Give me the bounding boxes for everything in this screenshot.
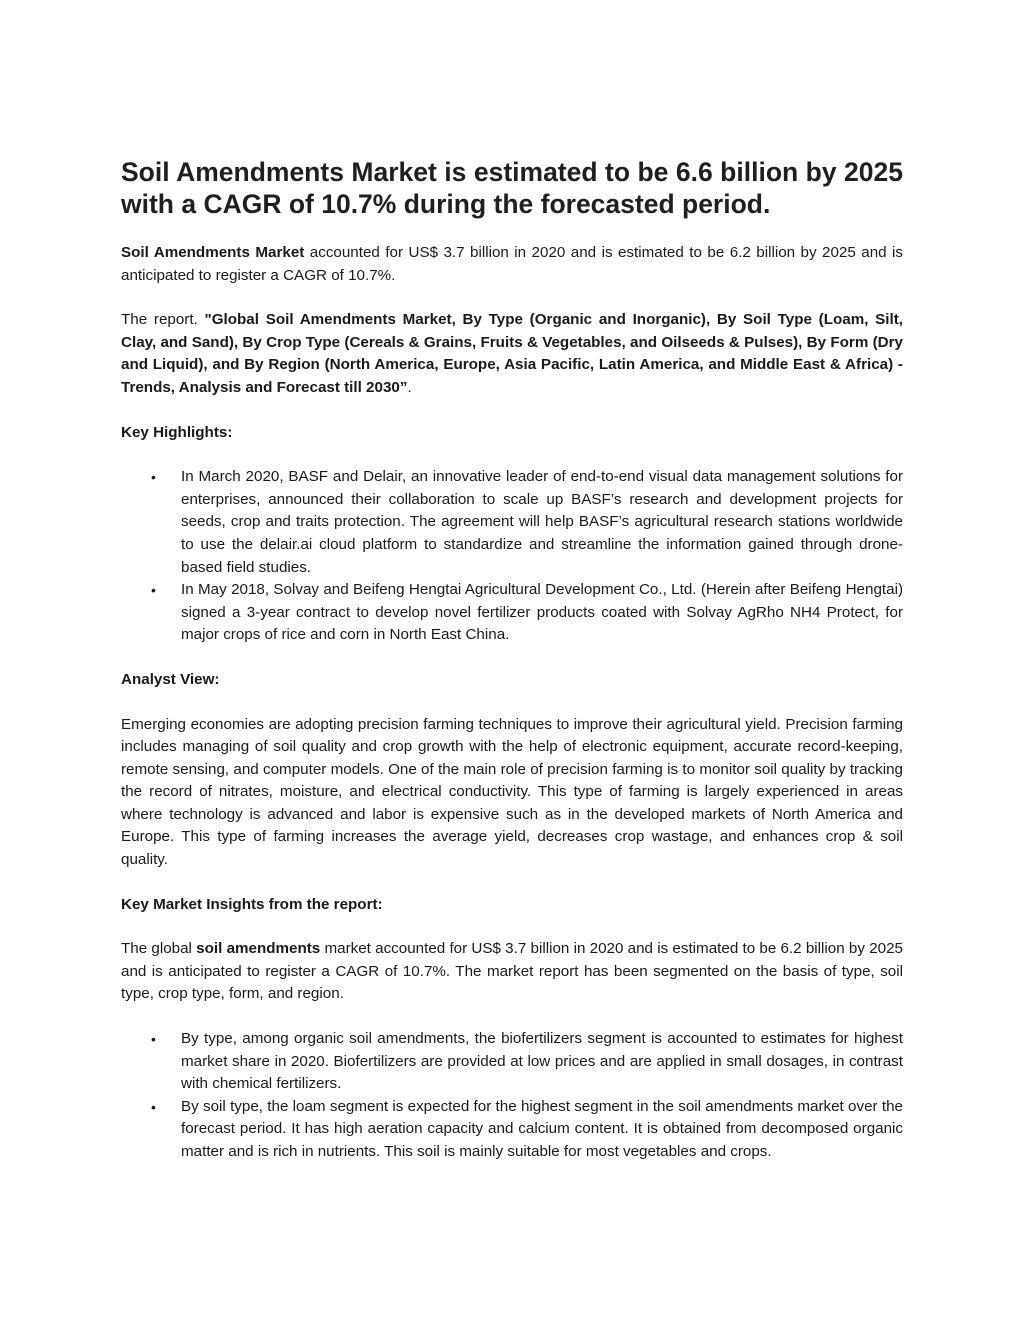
list-item-text: In March 2020, BASF and Delair, an innovative leader of end-to-end visual data management solutions for enterprises, announced their collaboration to scale up BASF’s research and development projects for seeds, crop and traits protection. The agreement will help BASF’s agricultural research stations worldwide to use the delair.ai cloud platform to standardize and streamline the information gained through drone-based field studies.: [181, 468, 903, 576]
list-item: [121, 1028, 903, 1096]
bullet-icon: •: [151, 582, 156, 599]
list-item-text: In May 2018, Solvay and Beifeng Hengtai Agricultural Development Co., Ltd. (Herein after Beifeng Hengtai) signed a 3-year contract to develop novel fertilizer products coated with Solvay AgRho NH4 Protect, for major crops of rice and corn in North East China.: [181, 581, 903, 644]
insights-prefix: The global: [121, 940, 197, 958]
key-insights-heading: Key Market Insights from the report:: [121, 895, 383, 913]
bullet-icon: •: [151, 1098, 156, 1115]
list-item: [121, 579, 903, 647]
insights-bold: soil amendments: [196, 940, 321, 958]
key-highlights-list: [121, 466, 903, 647]
bullet-icon: •: [151, 1031, 156, 1048]
analyst-view-heading: Analyst View:: [121, 670, 220, 688]
page-title: Soil Amendments Market is estimated to be 6.6 billion by 2025 with a CAGR of 10.7% during the forecasted period.: [121, 157, 903, 219]
list-item: [121, 466, 903, 579]
report-prefix: The report.: [121, 311, 205, 329]
list-item: [121, 1096, 903, 1164]
key-insights-list: [121, 1028, 903, 1164]
report-paragraph: [121, 309, 903, 399]
list-item-text: By type, among organic soil amendments, the biofertilizers segment is accounted to estimates for highest market share in 2020. Biofertilizers are provided at low prices and are applied in small dosages, in contrast with chemical fertilizers.: [181, 1030, 903, 1093]
key-highlights-heading: Key Highlights:: [121, 423, 233, 441]
bullet-icon: •: [151, 469, 156, 486]
intro-paragraph: [121, 242, 903, 287]
report-suffix: .: [407, 378, 412, 396]
analyst-view-paragraph: Emerging economies are adopting precision farming techniques to improve their agricultural yield. Precision farming includes managing of soil quality and crop growth with the help of electronic equipment, accurate record-keeping, remote sensing, and computer models. One of the main role of precision farming is to monitor soil quality by tracking the record of nitrates, moisture, and electrical conductivity. This type of farming is largely experienced in areas where technology is advanced and labor is expensive such as in the developed markets of North America and Europe. This type of farming increases the average yield, decreases crop wastage, and enhances crop & soil quality.: [121, 715, 903, 869]
intro-bold: Soil Amendments Market: [121, 244, 305, 261]
insights-paragraph: [121, 938, 903, 1006]
document-page: [121, 156, 903, 1186]
report-title: "Global Soil Amendments Market, By Type (Organic and Inorganic), By Soil Type (Loam, Silt, Clay, and Sand), By Crop Type (Cereals & Grains, Fruits & Vegetables, and Oilseeds & Pulses), By Form (Dry and Liquid), and By Region (North America, Europe, Asia Pacific, Latin America, and Middle East & Africa) - Trends, Analysis and Forecast till 2030”: [121, 311, 903, 396]
intro-text: accounted for US$ 3.7 billion in 2020 and is estimated to be 6.2 billion by 2025 and is anticipated to register a CAGR of 10.7%.: [121, 244, 903, 284]
list-item-text: By soil type, the loam segment is expected for the highest segment in the soil amendments market over the forecast period. It has high aeration capacity and calcium content. It is obtained from decomposed organic matter and is rich in nutrients. This soil is mainly suitable for most vegetables and crops.: [181, 1097, 903, 1160]
insights-text: market accounted for US$ 3.7 billion in 2020 and is estimated to be 6.2 billion by 2025 and is anticipated to register a CAGR of 10.7%. The market report has been segmented on the basis of type, soil type, crop type, form, and region.: [121, 940, 903, 1003]
